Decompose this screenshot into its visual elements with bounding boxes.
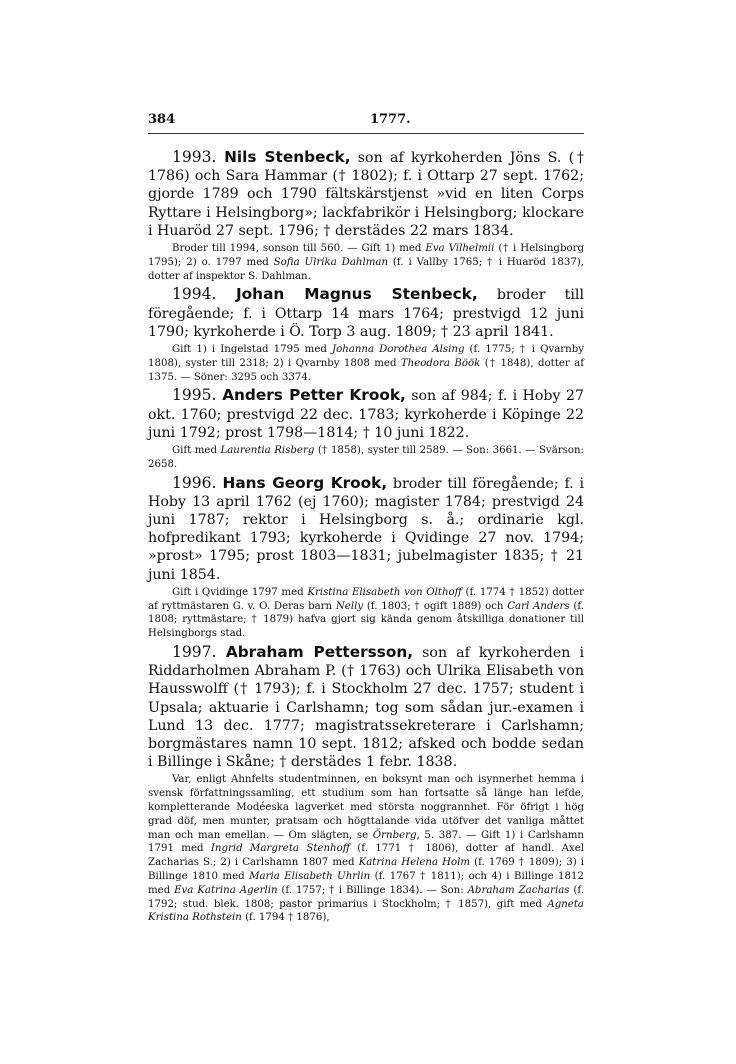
note-text: (f. 1774 † 1852) dotter af ryttmästaren G. v. O. Deras barn bbox=[148, 586, 584, 612]
note-text: († 1848), dotter af 1375. — Söner: 3295 och 3374. bbox=[148, 357, 584, 383]
note-text: (f. 1803; † ogift 1889) och bbox=[363, 600, 508, 612]
entry-name: Hans Georg Krook, bbox=[222, 473, 388, 492]
entry-note bbox=[148, 444, 584, 472]
header-rule bbox=[148, 133, 584, 134]
entry-number: 1997. bbox=[172, 643, 226, 662]
person-name: Katrina Helena Holm bbox=[358, 857, 471, 869]
entry-note bbox=[148, 343, 584, 384]
note-text: Var, enligt Ahnfelts studentminnen, en boksynt man och isynnerhet hemma i svensk författningssamling, ett studium som han fortsatte så länge han lefde, kompletterande Modéeska lagverket med största noggrannhet. För öfrigt i hög grad döf, men munter, pratsam och högttalande vida utöfver det vanliga måttet man och man emellan. — Om slägten, se bbox=[148, 774, 584, 841]
entry-list bbox=[148, 148, 584, 925]
entry-text: broder till föregående; f. i Hoby 13 april 1762 (ej 1760); magister 1784; prestvigd 24 juni 1787; rektor i Helsingborg s. å.; ordinarie kgl. hofpredikant 1793; kyrkoherde i Qvidinge 27 nov. 1794; »prost» 1795; prost 1803—1831; jubelmagister 1835; † 21 juni 1854. bbox=[148, 475, 584, 583]
person-name: Eva Vilhelmii bbox=[425, 243, 495, 255]
note-text: (f. 1771 † 1806), dotter af handl. Axel Zacharias S.; 2) i Carlshamn 1807 med bbox=[148, 843, 585, 869]
book-page bbox=[148, 110, 584, 927]
note-text: , 5. 387. — Gift 1) i Carlshamn 1791 med bbox=[148, 829, 584, 855]
entry-name: Nils Stenbeck, bbox=[224, 148, 351, 166]
person-name: Laurentia Risberg bbox=[220, 445, 315, 457]
entry-text: son af 984; f. i Hoby 27 okt. 1760; prestvigd 22 dec. 1783; kyrkoherde i Köpinge 22 juni 1792; prost 1798—1814; † 10 juni 1822. bbox=[148, 388, 584, 441]
note-text: (f. i Vallby 1765; † i Huaröd 1837), dotter af inspektor S. Dahlman. bbox=[148, 256, 584, 282]
biography-entry bbox=[148, 285, 584, 341]
person-name: Johanna Dorothea Alsing bbox=[331, 344, 465, 356]
note-text: Broder till 1994, sonson till 560. — Gift 1) med bbox=[172, 243, 426, 255]
page-number: 384 bbox=[148, 112, 176, 127]
biography-entry bbox=[148, 474, 584, 584]
person-name: Carl Anders bbox=[507, 600, 570, 612]
note-text: (f. 1808; ryttmästare; † 1879) hafva gjort sig kända genom åtskilliga donationer till Helsingborgs stad. bbox=[148, 600, 584, 640]
person-name: Ingrid Margreta Stenhoff bbox=[210, 843, 350, 855]
entry-number: 1996. bbox=[172, 473, 223, 492]
entry-number: 1994. bbox=[172, 285, 236, 304]
entry-name: Abraham Pettersson, bbox=[225, 643, 414, 662]
person-name: Abraham Zacharias bbox=[467, 884, 570, 896]
person-name: Nelly bbox=[335, 600, 364, 612]
note-text: (f. 1794 † 1876), bbox=[241, 912, 330, 924]
note-text: (f. 1792; stud. blek. 1808; pastor primarius i Stockholm; † 1857), gift med bbox=[148, 884, 585, 910]
biography-entry bbox=[148, 386, 584, 442]
running-header bbox=[148, 110, 584, 130]
note-text: (f. 1767 † 1811); och 4) i Billinge 1812 med bbox=[148, 871, 584, 896]
entry-note bbox=[148, 586, 584, 641]
entry-name: Anders Petter Krook, bbox=[222, 386, 406, 405]
person-name: Eva Katrina Agerlin bbox=[174, 884, 278, 896]
note-text: Gift 1) i Ingelstad 1795 med bbox=[172, 344, 332, 356]
running-year: 1777. bbox=[370, 112, 411, 127]
entry-text: son af kyrkoherden Jöns S. († 1786) och Sara Hammar († 1802); f. i Ottarp 27 sept. 1762; gjorde 1789 och 1790 fältskärstjenst »vid en liten Corps Ryttare i Helsingborg»; lackfabrikör i Helsingborg; klockare i Huaröd 27 sept. 1796; † derstädes 22 mars 1834. bbox=[148, 150, 584, 239]
entry-number: 1993. bbox=[172, 148, 225, 166]
biography-entry bbox=[148, 148, 584, 240]
person-name: Sofia Ulrika Dahlman bbox=[273, 256, 389, 268]
person-name: Agneta Kristina Rothstein bbox=[148, 898, 584, 924]
note-text: Gift i Qvidinge 1797 med bbox=[172, 586, 308, 598]
entry-text: son af kyrkoherden i Riddarholmen Abraham P. († 1763) och Ulrika Elisabeth von Hausswolff († 1793); f. i Stockholm 27 dec. 1757; student i Upsala; aktuarie i Carlshamn; tog som sådan jur.-examen i Lund 13 dec. 1777; magistratssekreterare i Carlshamn; borgmästares namn 10 sept. 1812; afsked och bodde sedan i Billinge i Skåne; † derstädes 1 febr. 1838. bbox=[148, 645, 584, 771]
person-name: Örnberg bbox=[372, 829, 417, 841]
note-text: (f. 1775; † i Qvarnby 1808), syster till 2318; 2) i Qvarnby 1808 med bbox=[148, 344, 584, 369]
note-text: (f. 1769 † 1809); 3) i Billinge 1810 med bbox=[148, 857, 584, 883]
note-text: Gift med bbox=[172, 445, 221, 457]
person-name: Maria Elisabeth Uhrlin bbox=[249, 871, 371, 883]
note-text: (f. 1757; † i Billinge 1834). — Son: bbox=[277, 884, 468, 896]
biography-entry bbox=[148, 643, 584, 771]
entry-text: broder till föregående; f. i Ottarp 14 mars 1764; prestvigd 12 juni 1790; kyrkoherde i Ö. Torp 3 aug. 1809; † 23 april 1841. bbox=[148, 287, 584, 340]
person-name: Theodora Böök bbox=[400, 357, 481, 369]
note-text: († 1858), syster till 2589. — Son: 3661. — Svärson: 2658. bbox=[148, 445, 584, 470]
entry-number: 1995. bbox=[172, 386, 223, 405]
note-text: († i Helsingborg 1795); 2) o. 1797 med bbox=[148, 243, 584, 268]
entry-note bbox=[148, 773, 584, 925]
person-name: Kristina Elisabeth von Olthoff bbox=[307, 586, 462, 598]
entry-name: Johan Magnus Stenbeck, bbox=[235, 285, 478, 304]
entry-note bbox=[148, 242, 584, 283]
